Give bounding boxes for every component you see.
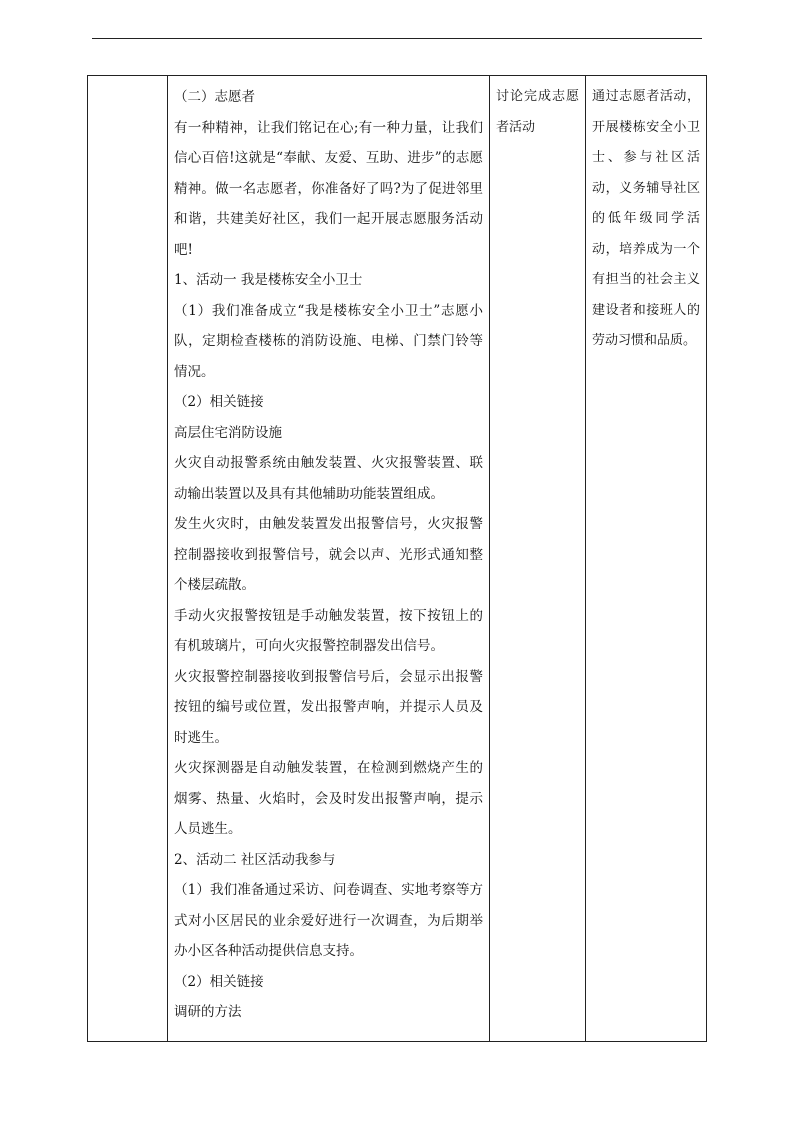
activity-two-item-2: （2）相关链接 [174, 973, 264, 990]
table-cell-design-intent [586, 76, 706, 1041]
activity-one-item-2: （2）相关链接 [174, 394, 264, 410]
section-heading: （二）志愿者 [174, 89, 255, 105]
lesson-table [87, 75, 707, 1042]
activity-one-item-1: （1）我们准备成立“我是楼栋安全小卫士”志愿小队，定期检查楼栋的消防设施、电梯、门禁门铃等情况。 [174, 302, 483, 380]
research-methods-title: 调研的方法 [174, 1004, 242, 1020]
activity-two-heading: 2、活动二 社区活动我参与 [174, 851, 336, 868]
fire-facilities-title: 高层住宅消防设施 [174, 424, 282, 441]
table-cell-blank [88, 76, 168, 1041]
activity-two-item-1: （1）我们准备通过采访、问卷调查、实地考察等方式对小区居民的业余爱好进行一次调查，为后期举办小区各种活动提供信息支持。 [174, 882, 483, 959]
student-activity-text: 讨论完成志愿者活动 [496, 89, 579, 135]
header-rule [92, 38, 702, 39]
intro-paragraph: 有一种精神，让我们铭记在心;有一种力量，让我们信心百倍!这就是“奉献、友爱、互助、进步”的志愿精神。做一名志愿者，你准备好了吗?为了促进邻里和谐，共建美好社区，我们一起开展志愿服务活动吧! [174, 119, 483, 258]
fire-paragraph-5: 火灾探测器是自动触发装置，在检测到燃烧产生的烟雾、热量、火焰时，会及时发出报警声响，提示人员逃生。 [174, 760, 483, 837]
table-cell-student-activity [490, 76, 586, 1041]
fire-paragraph-3: 手动火灾报警按钮是手动触发装置，按下按钮上的有机玻璃片，可向火灾报警控制器发出信号。 [174, 607, 483, 654]
fire-paragraph-1: 火灾自动报警系统由触发装置、火灾报警装置、联动输出装置以及具有其他辅助功能装置组成。 [174, 455, 483, 502]
table-cell-content [168, 76, 490, 1041]
activity-one-heading: 1、活动一 我是楼栋安全小卫士 [174, 272, 363, 288]
design-intent-text: 通过志愿者活动，开展楼栋安全小卫士、参与社区活动，义务辅导社区的低年级同学活动，培养成为一个有担当的社会主义建设者和接班人的劳动习惯和品质。 [592, 89, 700, 348]
fire-paragraph-2: 发生火灾时，由触发装置发出报警信号，火灾报警控制器接收到报警信号，就会以声、光形式通知整个楼层疏散。 [174, 516, 483, 593]
fire-paragraph-4: 火灾报警控制器接收到报警信号后，会显示出报警按钮的编号或位置，发出报警声响，并提示人员及时逃生。 [174, 668, 483, 746]
